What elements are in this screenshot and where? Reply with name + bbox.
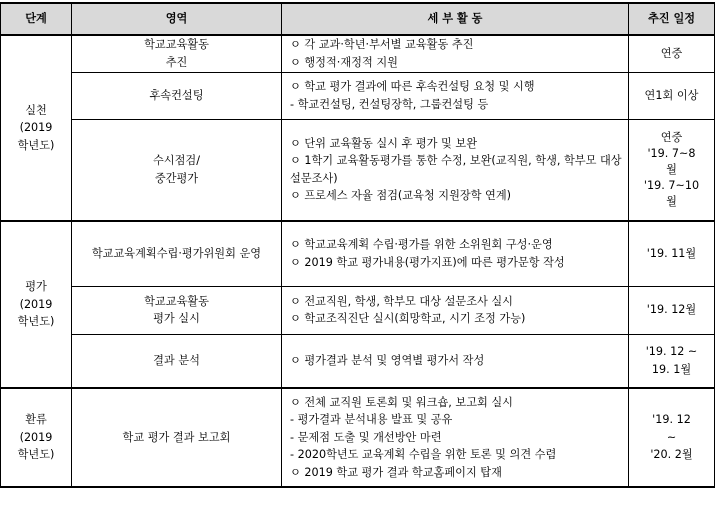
schedule-cell: 연1회 이상: [629, 72, 715, 119]
schedule-cell: '19. 12 ~ 19. 1월: [629, 334, 715, 388]
area-cell: 학교 평가 결과 보고회: [72, 388, 282, 487]
table-row: [1, 72, 715, 119]
area-cell: 학교교육활동 평가 실시: [72, 286, 282, 334]
detail-cell: ㅇ 학교교육계획 수립·평가를 위한 소위원회 구성·운영 ㅇ 2019 학교 평가내용(평가지표)에 따른 평가문항 작성: [282, 221, 629, 286]
header-detail: 세 부 활 동: [282, 3, 629, 35]
table-row: [1, 221, 715, 286]
stage-cell: 환류 (2019 학년도): [1, 388, 72, 487]
header-schedule: 추진 일정: [629, 3, 715, 35]
schedule-cell: 연중 '19. 7~8 월 '19. 7~10 월: [629, 119, 715, 221]
stage-cell: 실천 (2019 학년도): [1, 35, 72, 221]
detail-cell: ㅇ 단위 교육활동 실시 후 평가 및 보완 ㅇ 1학기 교육활동평가를 통한 수정, 보완(교직원, 학생, 학부모 대상 설문조사) ㅇ 프로세스 자율 점검(교육청 지원장학 연계): [282, 119, 629, 221]
table-row: [1, 334, 715, 388]
detail-cell: ㅇ 전교직원, 학생, 학부모 대상 설문조사 실시 ㅇ 학교조직진단 실시(희망학교, 시기 조정 가능): [282, 286, 629, 334]
schedule-cell: 연중: [629, 35, 715, 72]
table-row: [1, 388, 715, 487]
schedule-cell: '19. 12월: [629, 286, 715, 334]
area-cell: 학교교육활동 추진: [72, 35, 282, 72]
schedule-cell: '19. 11월: [629, 221, 715, 286]
area-cell: 수시점검/ 중간평가: [72, 119, 282, 221]
plan-table: [0, 2, 715, 488]
header-row: [1, 3, 715, 35]
area-cell: 학교교육계획수립·평가위원회 운영: [72, 221, 282, 286]
detail-cell: ㅇ 학교 평가 결과에 따른 후속컨설팅 요청 및 시행 - 학교컨설팅, 컨설팅장학, 그룹컨설팅 등: [282, 72, 629, 119]
stage-cell: 평가 (2019 학년도): [1, 221, 72, 388]
detail-cell: ㅇ 각 교과·학년·부서별 교육활동 추진 ㅇ 행정적·재정적 지원: [282, 35, 629, 72]
header-area: 영역: [72, 3, 282, 35]
area-cell: 결과 분석: [72, 334, 282, 388]
table-row: [1, 119, 715, 221]
table-row: [1, 286, 715, 334]
area-cell: 후속컨설팅: [72, 72, 282, 119]
header-stage: 단계: [1, 3, 72, 35]
detail-cell: ㅇ 평가결과 분석 및 영역별 평가서 작성: [282, 334, 629, 388]
table-row: [1, 35, 715, 72]
schedule-cell: '19. 12 ~ '20. 2월: [629, 388, 715, 487]
detail-cell: ㅇ 전체 교직원 토론회 및 워크숍, 보고회 실시 - 평가결과 분석내용 발표 및 공유 - 문제점 도출 및 개선방안 마련 - 2020학년도 교육계획 수립을 위한 토론 및 의견 수렴 ㅇ 2019 학교 평가 결과 학교홈페이지 탑재: [282, 388, 629, 487]
